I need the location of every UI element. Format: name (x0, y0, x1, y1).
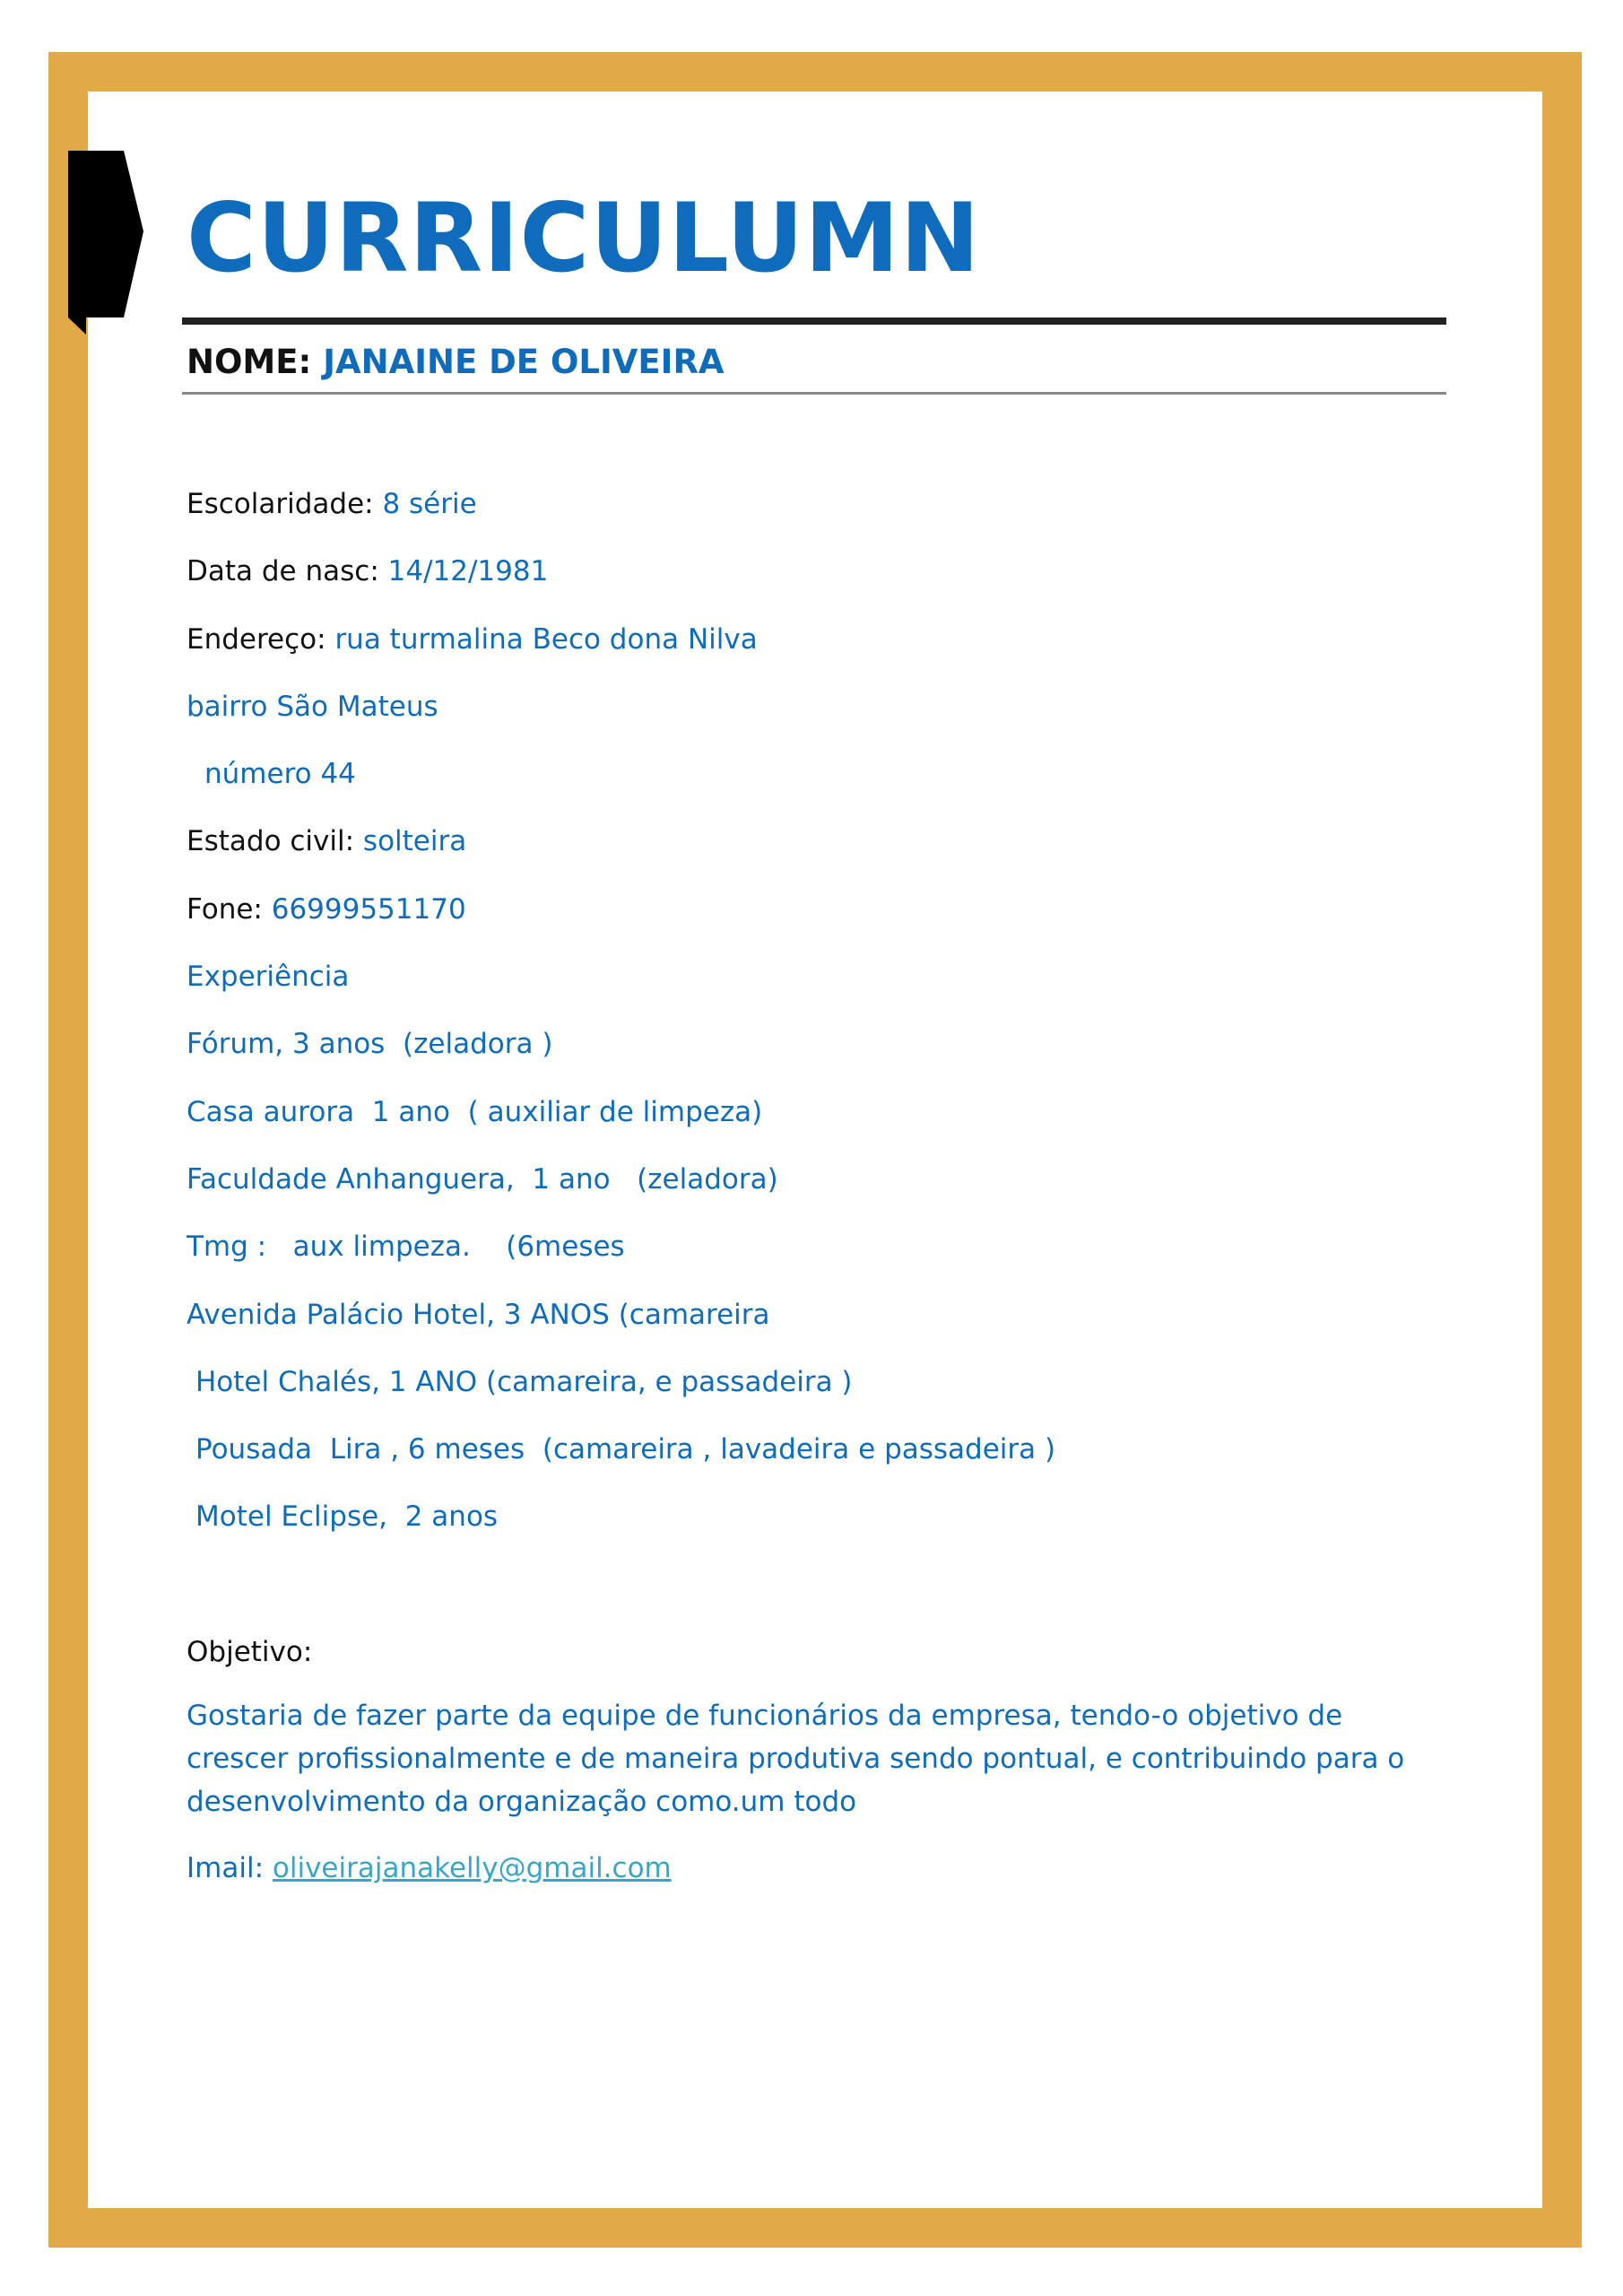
name-divider (182, 392, 1446, 395)
field-escolaridade (187, 479, 1442, 546)
field-endereco (187, 614, 1442, 682)
title-divider (182, 317, 1446, 325)
field-label: Escolaridade: (187, 488, 374, 520)
name-value: JANAINE DE OLIVEIRA (323, 343, 725, 381)
experience-item: Motel Eclipse, 2 anos (195, 1500, 499, 1534)
field-label: Estado civil: (187, 825, 355, 858)
resume-body (187, 479, 1442, 1911)
field-endereco-numero: número 44 (204, 758, 356, 791)
field-data-nascimento (187, 546, 1442, 613)
experience-item: Avenida Palácio Hotel, 3 ANOS (camareira (187, 1298, 770, 1331)
experience-heading: Experiência (187, 961, 350, 994)
field-value: solteira (362, 825, 467, 858)
field-value: 66999551170 (271, 892, 466, 926)
objective-text: Gostaria de fazer parte da equipe de funcionários da empresa, tendo-o objetivo de crescer profissionalmente e de maneira produtiva sendo pontual, e contribuindo para o desenvolvimento da organização como.um todo (187, 1700, 1405, 1819)
experience-item: Casa aurora 1 ano ( auxiliar de limpeza) (187, 1095, 763, 1128)
field-endereco-bairro: bairro São Mateus (187, 690, 438, 723)
objective-label: Objetivo: (187, 1636, 313, 1669)
section-spacer (187, 1560, 1442, 1627)
field-label: Data de nasc: (187, 555, 379, 588)
document-title: CURRICULUMN (187, 183, 981, 293)
name-row (187, 337, 725, 387)
experience-item: Fórum, 3 anos (zeladora ) (187, 1028, 553, 1061)
field-value: 8 série (382, 488, 477, 520)
contact-email-row (187, 1843, 1442, 1910)
field-label: Fone: (187, 892, 263, 926)
bookmark-flag-icon (68, 151, 143, 335)
field-fone (187, 884, 1442, 952)
field-value: 14/12/1981 (387, 555, 549, 588)
field-value: rua turmalina Beco dona Nilva (334, 622, 758, 656)
experience-item: Faculdade Anhanguera, 1 ano (zeladora) (187, 1162, 778, 1196)
field-estado-civil (187, 816, 1442, 883)
field-label: Endereço: (187, 622, 326, 656)
email-label: Imail: (187, 1852, 265, 1885)
experience-item: Pousada Lira , 6 meses (camareira , lavadeira e passadeira ) (195, 1433, 1056, 1466)
experience-item: Tmg : aux limpeza. (6meses (187, 1231, 625, 1264)
name-label: NOME: (187, 343, 312, 381)
experience-item: Hotel Chalés, 1 ANO (camareira, e passadeira ) (195, 1365, 853, 1398)
email-link[interactable]: oliveirajanakelly@gmail.com (272, 1852, 672, 1885)
